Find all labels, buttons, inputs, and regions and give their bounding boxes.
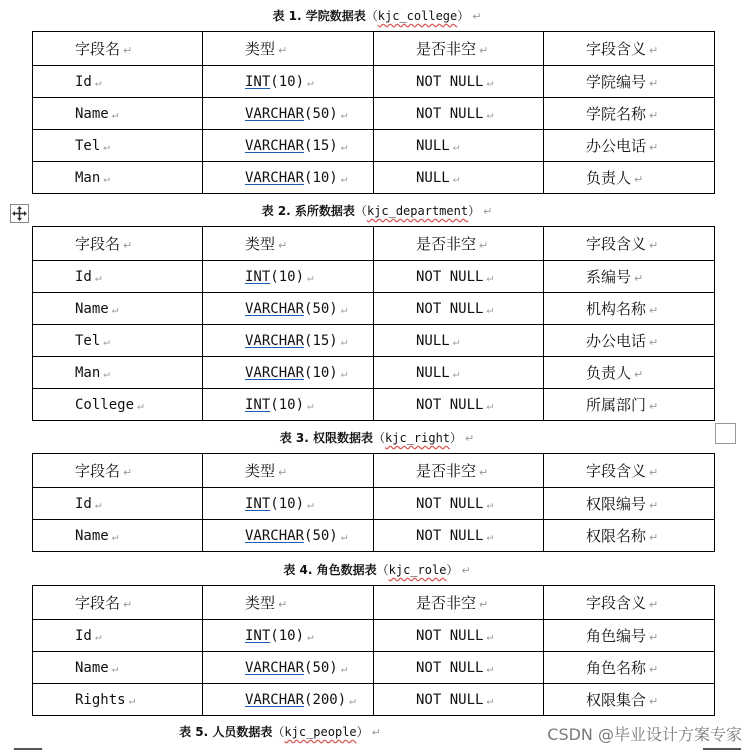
type-name: VARCHAR: [245, 527, 305, 544]
table-row: [33, 293, 715, 325]
table-header-row: [33, 227, 715, 261]
table-row: [33, 261, 715, 293]
meaning-value: 负责人: [586, 169, 632, 187]
cell-mark: ↵: [111, 661, 119, 675]
cell-mark: ↵: [137, 398, 144, 412]
type-length: (10): [270, 627, 305, 644]
cell-mark: ↵: [486, 270, 494, 284]
cell-mark: ↵: [452, 139, 460, 153]
nullable-cell: [374, 520, 544, 552]
cell-mark: ↵: [649, 109, 659, 122]
field-name-cell: [33, 98, 203, 130]
field-name-cell: [33, 293, 203, 325]
meaning-cell: [544, 620, 715, 652]
table-row: [33, 66, 715, 98]
meaning-cell: [544, 325, 715, 357]
type-name: INT: [245, 73, 271, 90]
header-cell: [544, 454, 715, 488]
cell-mark: ↵: [649, 304, 659, 317]
cell-mark: ↵: [452, 334, 460, 348]
type-name: VARCHAR: [245, 364, 305, 381]
field-name: Rights: [75, 691, 126, 708]
field-name-cell: [33, 357, 203, 389]
cell-mark: ↵: [649, 77, 659, 90]
cell-mark: ↵: [340, 661, 348, 675]
cell-mark: ↵: [486, 497, 494, 511]
nullable-value: NULL: [416, 169, 450, 186]
caption-open: （: [376, 563, 389, 577]
nullable-cell: [374, 357, 544, 389]
cell-mark: ↵: [340, 171, 348, 185]
header-label: 类型: [245, 40, 276, 58]
nullable-cell: [374, 162, 544, 194]
header-label: 是否非空: [416, 594, 477, 612]
header-cell: [544, 32, 715, 66]
type-cell: [203, 652, 374, 684]
meaning-cell: [544, 652, 715, 684]
type-name: VARCHAR: [245, 659, 305, 676]
cell-mark: ↵: [340, 366, 348, 380]
type-name: VARCHAR: [245, 169, 305, 186]
caption-table-name: kjc_role: [388, 563, 447, 577]
meaning-value: 负责人: [586, 364, 632, 382]
meaning-cell: [544, 162, 715, 194]
meaning-cell: [544, 389, 715, 421]
table-2: [32, 226, 715, 421]
cell-mark: ↵: [307, 398, 314, 412]
meaning-value: 办公电话: [586, 137, 647, 155]
meaning-value: 系编号: [586, 268, 632, 286]
field-name: Name: [75, 659, 109, 676]
cell-mark: ↵: [307, 497, 314, 511]
cell-mark: ↵: [123, 44, 133, 57]
cell-mark: ↵: [123, 466, 133, 479]
cell-mark: ↵: [340, 529, 348, 543]
type-name: INT: [245, 495, 271, 512]
type-length: (10): [270, 495, 305, 512]
header-cell: [203, 227, 374, 261]
header-label: 字段含义: [586, 462, 647, 480]
meaning-cell: [544, 357, 715, 389]
field-name-cell: [33, 684, 203, 716]
meaning-cell: [544, 520, 715, 552]
caption-open: （: [272, 725, 285, 739]
caption-open: （: [372, 431, 385, 445]
type-length: (15): [304, 332, 338, 349]
meaning-cell: [544, 293, 715, 325]
cell-mark: ↵: [634, 368, 644, 381]
table-row: [33, 652, 715, 684]
cell-mark: ↵: [486, 693, 494, 707]
field-name: Name: [75, 527, 109, 544]
paragraph-mark: ↵: [371, 726, 381, 739]
meaning-value: 学院名称: [586, 105, 647, 123]
table-row: [33, 520, 715, 552]
field-name: Id: [75, 627, 92, 644]
type-cell: [203, 261, 374, 293]
table-1-caption: [0, 7, 754, 25]
field-name-cell: [33, 520, 203, 552]
type-length: (15): [304, 137, 338, 154]
type-name: VARCHAR: [245, 691, 305, 708]
caption-table-name: kjc_right: [385, 431, 451, 445]
type-cell: [203, 98, 374, 130]
nullable-value: NOT NULL: [416, 73, 484, 90]
table-1: [32, 31, 715, 194]
type-name: INT: [245, 627, 271, 644]
caption-prefix: 表 1. 学院数据表: [272, 9, 366, 23]
meaning-value: 学院编号: [586, 73, 647, 91]
header-label: 字段名: [75, 40, 121, 58]
caption-open: （: [365, 9, 378, 23]
table-header-row: [33, 454, 715, 488]
cell-mark: ↵: [111, 107, 119, 121]
cell-mark: ↵: [452, 366, 460, 380]
table-row: [33, 325, 715, 357]
table-5-caption: [0, 723, 560, 741]
nullable-cell: [374, 98, 544, 130]
nullable-cell: [374, 389, 544, 421]
cell-mark: ↵: [123, 598, 133, 611]
cell-mark: ↵: [307, 75, 314, 89]
header-cell: [544, 227, 715, 261]
cell-mark: ↵: [94, 75, 102, 89]
nullable-value: NULL: [416, 137, 450, 154]
header-label: 字段名: [75, 594, 121, 612]
cell-mark: ↵: [278, 239, 288, 252]
cell-mark: ↵: [479, 466, 489, 479]
type-length: (50): [304, 527, 338, 544]
meaning-value: 权限集合: [586, 691, 647, 709]
table-resize-handle-icon[interactable]: [715, 423, 736, 444]
cell-mark: ↵: [479, 239, 489, 252]
cell-mark: ↵: [649, 400, 659, 413]
meaning-value: 所属部门: [586, 396, 647, 414]
cell-mark: ↵: [340, 334, 348, 348]
field-name: Tel: [75, 332, 101, 349]
meaning-value: 机构名称: [586, 300, 647, 318]
table-4: [32, 585, 715, 716]
meaning-value: 角色名称: [586, 659, 647, 677]
cell-mark: ↵: [649, 239, 659, 252]
cell-mark: ↵: [649, 531, 659, 544]
cell-mark: ↵: [486, 529, 494, 543]
header-cell: [33, 32, 203, 66]
table-row: [33, 389, 715, 421]
paragraph-mark: ↵: [465, 432, 475, 445]
meaning-cell: [544, 98, 715, 130]
header-label: 字段含义: [586, 40, 647, 58]
header-label: 是否非空: [416, 235, 477, 253]
table-header-row: [33, 586, 715, 620]
bottom-right-edge: [703, 748, 741, 750]
caption-prefix: 表 4. 角色数据表: [283, 563, 377, 577]
bottom-left-edge: [14, 748, 42, 750]
type-cell: [203, 130, 374, 162]
cell-mark: ↵: [94, 497, 102, 511]
field-name-cell: [33, 488, 203, 520]
cell-mark: ↵: [340, 139, 348, 153]
field-name-cell: [33, 162, 203, 194]
field-name-cell: [33, 325, 203, 357]
field-name-cell: [33, 652, 203, 684]
header-cell: [203, 32, 374, 66]
caption-table-name: kjc_department: [366, 204, 469, 218]
move-arrows-icon[interactable]: [10, 204, 29, 223]
cell-mark: ↵: [649, 499, 659, 512]
table-2-caption: [0, 202, 754, 220]
header-label: 字段含义: [586, 594, 647, 612]
cell-mark: ↵: [128, 693, 136, 707]
field-name-cell: [33, 261, 203, 293]
caption-close: ）: [446, 563, 459, 577]
table-4-caption: [0, 561, 754, 579]
nullable-cell: [374, 130, 544, 162]
type-length: (200): [304, 691, 347, 708]
type-length: (10): [304, 169, 338, 186]
meaning-value: 权限名称: [586, 527, 647, 545]
cell-mark: ↵: [486, 661, 494, 675]
cell-mark: ↵: [649, 695, 659, 708]
nullable-value: NOT NULL: [416, 300, 484, 317]
type-length: (50): [304, 300, 338, 317]
cell-mark: ↵: [307, 629, 314, 643]
cell-mark: ↵: [103, 366, 110, 380]
type-cell: [203, 684, 374, 716]
cell-mark: ↵: [94, 629, 102, 643]
header-label: 是否非空: [416, 462, 477, 480]
field-name-cell: [33, 389, 203, 421]
cell-mark: ↵: [349, 693, 356, 707]
cell-mark: ↵: [649, 141, 659, 154]
type-name: VARCHAR: [245, 332, 305, 349]
cell-mark: ↵: [486, 629, 494, 643]
nullable-cell: [374, 620, 544, 652]
table-row: [33, 488, 715, 520]
type-length: (10): [304, 364, 338, 381]
cell-mark: ↵: [340, 107, 348, 121]
header-label: 字段含义: [586, 235, 647, 253]
nullable-value: NOT NULL: [416, 268, 484, 285]
type-name: INT: [245, 268, 271, 285]
nullable-value: NOT NULL: [416, 691, 484, 708]
header-cell: [33, 227, 203, 261]
header-cell: [203, 454, 374, 488]
type-name: VARCHAR: [245, 300, 305, 317]
field-name: Id: [75, 268, 92, 285]
nullable-value: NOT NULL: [416, 627, 484, 644]
cell-mark: ↵: [634, 272, 644, 285]
field-name: Name: [75, 105, 109, 122]
cell-mark: ↵: [94, 270, 102, 284]
caption-close: ）: [450, 431, 463, 445]
cell-mark: ↵: [649, 466, 659, 479]
nullable-value: NOT NULL: [416, 495, 484, 512]
nullable-cell: [374, 261, 544, 293]
cell-mark: ↵: [649, 336, 659, 349]
paragraph-mark: ↵: [472, 10, 482, 23]
cell-mark: ↵: [103, 334, 110, 348]
type-cell: [203, 66, 374, 98]
table-3-caption: [0, 429, 754, 447]
header-label: 字段名: [75, 235, 121, 253]
field-name-cell: [33, 66, 203, 98]
cell-mark: ↵: [103, 171, 110, 185]
meaning-value: 办公电话: [586, 332, 647, 350]
header-cell: [374, 586, 544, 620]
header-cell: [374, 454, 544, 488]
meaning-cell: [544, 488, 715, 520]
cell-mark: ↵: [452, 171, 460, 185]
type-cell: [203, 520, 374, 552]
cell-mark: ↵: [278, 466, 288, 479]
cell-mark: ↵: [486, 75, 494, 89]
caption-close: ）: [468, 204, 481, 218]
field-name: Id: [75, 73, 92, 90]
cell-mark: ↵: [649, 663, 659, 676]
table-row: [33, 620, 715, 652]
caption-table-name: kjc_college: [377, 9, 458, 23]
field-name-cell: [33, 620, 203, 652]
caption-close: ）: [356, 725, 369, 739]
field-name: Name: [75, 300, 109, 317]
type-name: VARCHAR: [245, 105, 305, 122]
meaning-value: 权限编号: [586, 495, 647, 513]
header-cell: [374, 32, 544, 66]
nullable-cell: [374, 66, 544, 98]
nullable-value: NOT NULL: [416, 659, 484, 676]
caption-close: ）: [457, 9, 470, 23]
meaning-cell: [544, 66, 715, 98]
field-name: Man: [75, 364, 101, 381]
field-name: Tel: [75, 137, 101, 154]
header-cell: [374, 227, 544, 261]
cell-mark: ↵: [486, 107, 494, 121]
meaning-cell: [544, 130, 715, 162]
type-name: VARCHAR: [245, 137, 305, 154]
cell-mark: ↵: [479, 44, 489, 57]
type-cell: [203, 162, 374, 194]
cell-mark: ↵: [479, 598, 489, 611]
header-cell: [544, 586, 715, 620]
nullable-value: NOT NULL: [416, 105, 484, 122]
type-cell: [203, 293, 374, 325]
header-label: 类型: [245, 235, 276, 253]
header-cell: [33, 454, 203, 488]
caption-prefix: 表 3. 权限数据表: [279, 431, 373, 445]
table-header-row: [33, 32, 715, 66]
cell-mark: ↵: [486, 302, 494, 316]
nullable-value: NULL: [416, 364, 450, 381]
cell-mark: ↵: [340, 302, 348, 316]
type-cell: [203, 389, 374, 421]
meaning-value: 角色编号: [586, 627, 647, 645]
type-cell: [203, 488, 374, 520]
field-name: College: [75, 396, 135, 413]
nullable-cell: [374, 652, 544, 684]
meaning-cell: [544, 261, 715, 293]
nullable-cell: [374, 325, 544, 357]
cell-mark: ↵: [103, 139, 110, 153]
cell-mark: ↵: [111, 302, 119, 316]
header-cell: [203, 586, 374, 620]
type-length: (10): [270, 73, 305, 90]
table-row: [33, 357, 715, 389]
nullable-value: NOT NULL: [416, 527, 484, 544]
table-row: [33, 684, 715, 716]
caption-open: （: [354, 204, 367, 218]
cell-mark: ↵: [111, 529, 119, 543]
type-length: (10): [270, 396, 305, 413]
cell-mark: ↵: [278, 598, 288, 611]
cell-mark: ↵: [634, 173, 644, 186]
type-cell: [203, 325, 374, 357]
paragraph-mark: ↵: [461, 564, 471, 577]
cell-mark: ↵: [278, 44, 288, 57]
table-row: [33, 130, 715, 162]
table-row: [33, 98, 715, 130]
cell-mark: ↵: [649, 44, 659, 57]
type-length: (10): [270, 268, 305, 285]
nullable-cell: [374, 488, 544, 520]
cell-mark: ↵: [649, 631, 659, 644]
type-length: (50): [304, 105, 338, 122]
type-cell: [203, 620, 374, 652]
type-cell: [203, 357, 374, 389]
header-label: 是否非空: [416, 40, 477, 58]
caption-table-name: kjc_people: [284, 725, 357, 739]
header-label: 类型: [245, 594, 276, 612]
csdn-watermark: CSDN @毕业设计方案专家: [547, 722, 742, 745]
header-label: 类型: [245, 462, 276, 480]
header-cell: [33, 586, 203, 620]
nullable-value: NOT NULL: [416, 396, 484, 413]
caption-prefix: 表 2. 系所数据表: [261, 204, 355, 218]
meaning-cell: [544, 684, 715, 716]
header-label: 字段名: [75, 462, 121, 480]
type-length: (50): [304, 659, 338, 676]
cell-mark: ↵: [486, 398, 494, 412]
table-3: [32, 453, 715, 552]
cell-mark: ↵: [307, 270, 314, 284]
paragraph-mark: ↵: [483, 205, 493, 218]
field-name: Man: [75, 169, 101, 186]
field-name-cell: [33, 130, 203, 162]
nullable-cell: [374, 684, 544, 716]
field-name: Id: [75, 495, 92, 512]
caption-prefix: 表 5. 人员数据表: [179, 725, 273, 739]
type-name: INT: [245, 396, 271, 413]
table-row: [33, 162, 715, 194]
nullable-cell: [374, 293, 544, 325]
cell-mark: ↵: [123, 239, 133, 252]
cell-mark: ↵: [649, 598, 659, 611]
nullable-value: NULL: [416, 332, 450, 349]
